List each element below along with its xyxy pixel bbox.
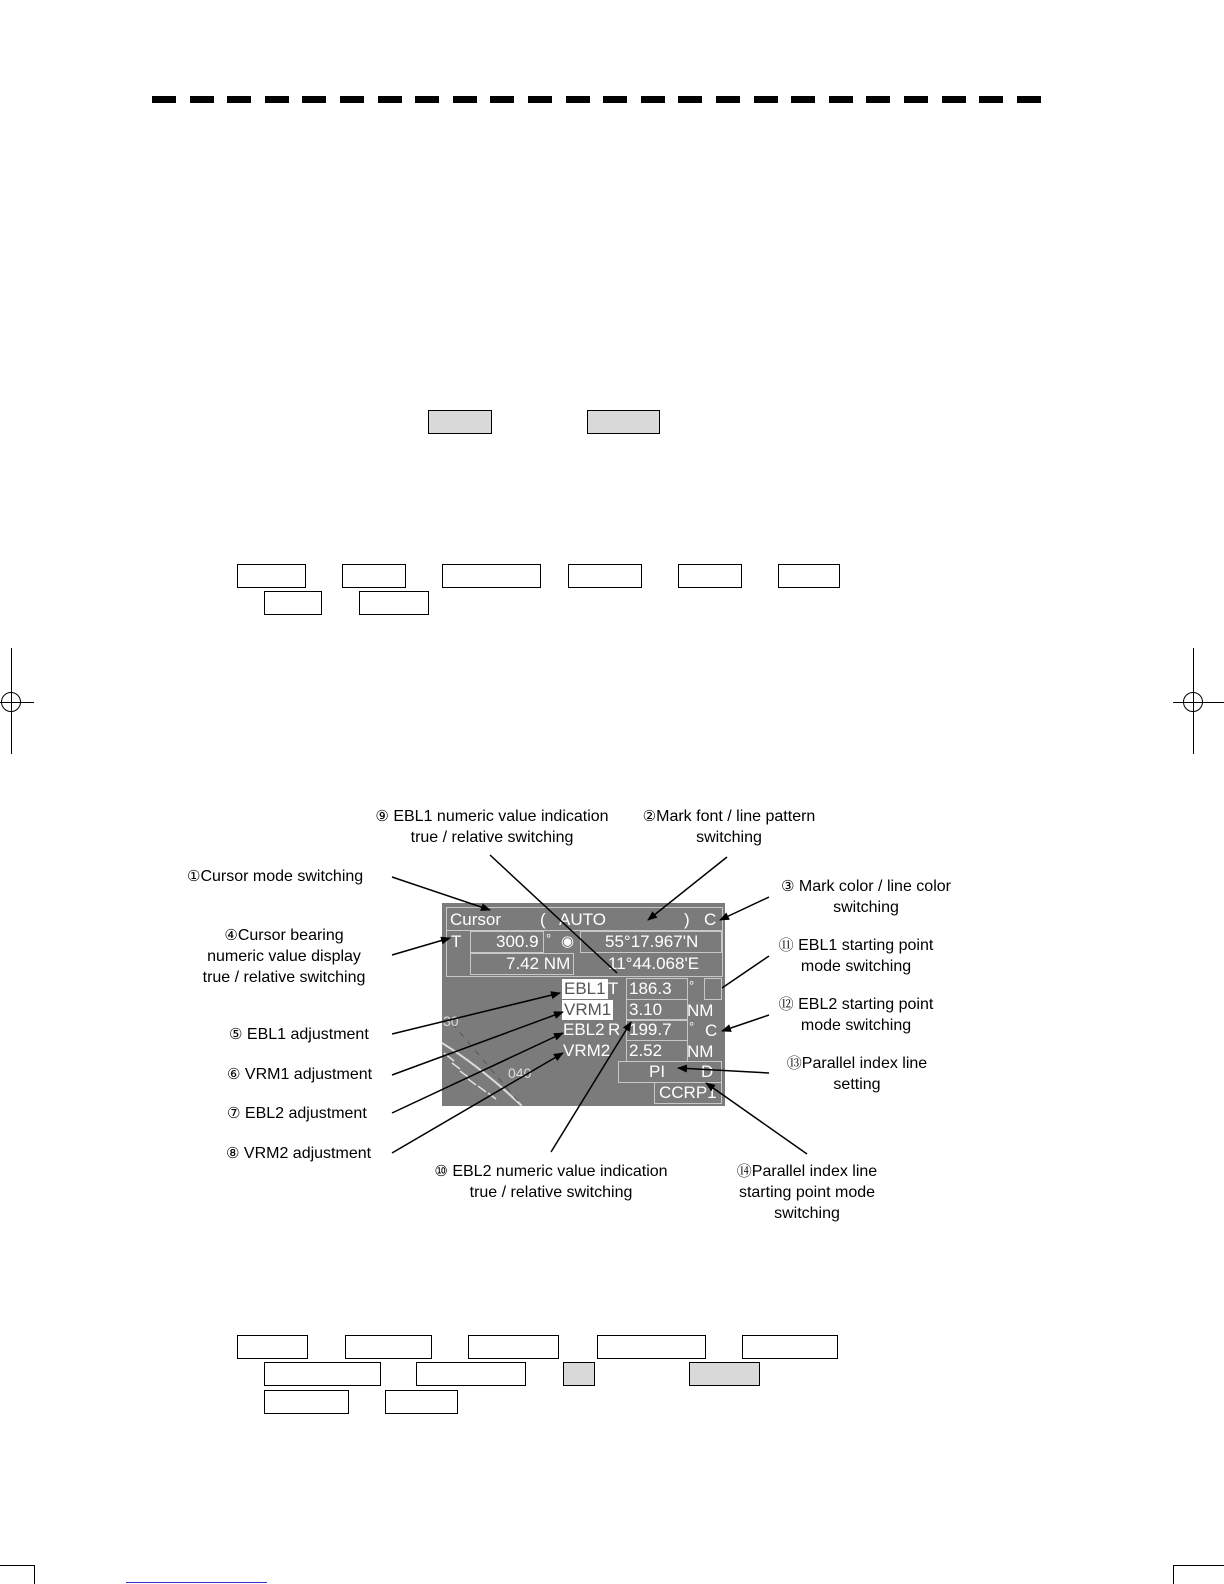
dash-segment xyxy=(340,96,364,103)
degree-symbol: ° xyxy=(689,978,695,993)
menu-box xyxy=(468,1335,559,1359)
menu-box xyxy=(237,1335,308,1359)
dash-segment xyxy=(979,96,1003,103)
callout-ebl1-start: ⑪ EBL1 starting point mode switching xyxy=(778,936,934,975)
dash-segment xyxy=(603,96,627,103)
menu-box xyxy=(264,1390,349,1414)
dash-segment xyxy=(152,96,176,103)
vrm2-unit: NM xyxy=(687,1042,714,1061)
ebl2-button[interactable]: EBL2 xyxy=(563,1020,605,1039)
callout-ebl2-numeric: ⑩ EBL2 numeric value indication true / relative switching xyxy=(434,1162,668,1201)
paren-close: ) xyxy=(684,910,690,929)
menu-box xyxy=(264,1362,381,1386)
menu-box xyxy=(742,1335,838,1359)
menu-box xyxy=(416,1362,526,1386)
callout-parallel-index: ⑬Parallel index line setting xyxy=(786,1054,928,1093)
range-ring-label: 040 xyxy=(508,1065,532,1081)
key-box xyxy=(689,1362,760,1386)
dash-segment xyxy=(453,96,477,103)
radar-info-panel xyxy=(442,903,725,1106)
dash-segment xyxy=(566,96,590,103)
menu-box xyxy=(678,564,742,588)
dash-segment xyxy=(678,96,702,103)
menu-box xyxy=(345,1335,432,1359)
register-mark xyxy=(34,1565,35,1584)
ebl2-value: 199.7 xyxy=(629,1020,672,1039)
header-dashed-rule xyxy=(152,96,1036,103)
cursor-longitude: 11°44.068'E xyxy=(608,954,700,973)
dash-segment xyxy=(641,96,665,103)
vrm2-button[interactable]: VRM2 xyxy=(563,1041,611,1060)
dash-segment xyxy=(942,96,966,103)
degree-symbol: ° xyxy=(546,931,552,946)
cursor-bearing-value: 300.9 xyxy=(496,932,539,951)
callout-vrm1-adjust: ⑥ VRM1 adjustment xyxy=(227,1065,373,1083)
register-mark xyxy=(0,1565,34,1566)
menu-box xyxy=(597,1335,706,1359)
register-mark xyxy=(1173,1565,1224,1566)
callout-cursor-bearing: ④Cursor bearing numeric value display true / relative switching xyxy=(202,926,366,986)
menu-box xyxy=(359,591,429,615)
cursor-latitude: 55°17.967'N xyxy=(605,932,699,951)
callout-ebl1-adjust: ⑤ EBL1 adjustment xyxy=(229,1025,369,1043)
range-ring-label: 30 xyxy=(443,1013,459,1029)
cursor-bearing-ref[interactable]: T xyxy=(451,932,462,951)
register-mark xyxy=(1183,692,1203,712)
ebl1-value: 186.3 xyxy=(629,979,672,998)
target-icon: ◉ xyxy=(561,933,575,950)
pi-mode-button[interactable]: D xyxy=(701,1062,714,1081)
vrm2-value: 2.52 xyxy=(629,1041,663,1060)
pi-label: PI xyxy=(649,1062,666,1081)
degree-symbol: ° xyxy=(689,1019,695,1034)
callout-mark-color: ③ Mark color / line color switching xyxy=(781,877,951,916)
key-box xyxy=(587,410,660,434)
dash-segment xyxy=(866,96,890,103)
dash-segment xyxy=(190,96,214,103)
callout-pi-start: ⑭Parallel index line starting point mode switching xyxy=(736,1162,878,1222)
dash-segment xyxy=(490,96,514,103)
paren-open: ( xyxy=(540,910,546,929)
footer-link-underline xyxy=(126,1582,267,1583)
callout-mark-font: ②Mark font / line pattern switching xyxy=(642,807,816,846)
dash-segment xyxy=(754,96,778,103)
dash-segment xyxy=(265,96,289,103)
dash-segment xyxy=(528,96,552,103)
key-box xyxy=(428,410,492,434)
callout-cursor-mode: ①Cursor mode switching xyxy=(187,867,364,885)
dash-segment xyxy=(829,96,853,103)
menu-box xyxy=(237,564,306,588)
menu-box xyxy=(568,564,642,588)
cursor-label: Cursor xyxy=(450,910,502,929)
mark-color-button[interactable]: C xyxy=(704,910,717,929)
ebl1-button[interactable]: EBL1 xyxy=(564,979,606,998)
menu-box xyxy=(342,564,406,588)
vrm1-button[interactable]: VRM1 xyxy=(564,1000,612,1019)
dash-segment xyxy=(227,96,251,103)
cursor-range: 7.42 NM xyxy=(506,954,571,973)
vrm1-unit: NM xyxy=(687,1001,714,1020)
vrm1-value: 3.10 xyxy=(629,1000,663,1019)
register-mark xyxy=(1173,1565,1174,1584)
cursor-mode-value[interactable]: AUTO xyxy=(559,910,606,929)
menu-box xyxy=(778,564,840,588)
dash-segment xyxy=(904,96,928,103)
callout-ebl2-start: ⑫ EBL2 starting point mode switching xyxy=(778,995,934,1034)
dash-segment xyxy=(378,96,402,103)
ebl2-ref-button[interactable]: R xyxy=(608,1020,621,1039)
register-mark xyxy=(1,692,21,712)
ebl1-ref-button[interactable]: T xyxy=(608,979,619,998)
dash-segment xyxy=(302,96,326,103)
callout-ebl1-numeric: ⑨ EBL1 numeric value indication true / relative switching xyxy=(375,807,609,846)
callout-vrm2-adjust: ⑧ VRM2 adjustment xyxy=(226,1144,372,1162)
dash-segment xyxy=(716,96,740,103)
dash-segment xyxy=(1017,96,1041,103)
ebl1-start-button[interactable] xyxy=(704,978,722,1000)
dash-segment xyxy=(415,96,439,103)
ebl2-start-button[interactable]: C xyxy=(705,1021,718,1040)
ccrp-label: CCRP1 xyxy=(659,1083,717,1102)
menu-box xyxy=(264,591,322,615)
key-box xyxy=(563,1362,595,1386)
menu-box xyxy=(385,1390,458,1414)
menu-box xyxy=(442,564,541,588)
callout-ebl2-adjust: ⑦ EBL2 adjustment xyxy=(227,1104,367,1122)
dash-segment xyxy=(791,96,815,103)
